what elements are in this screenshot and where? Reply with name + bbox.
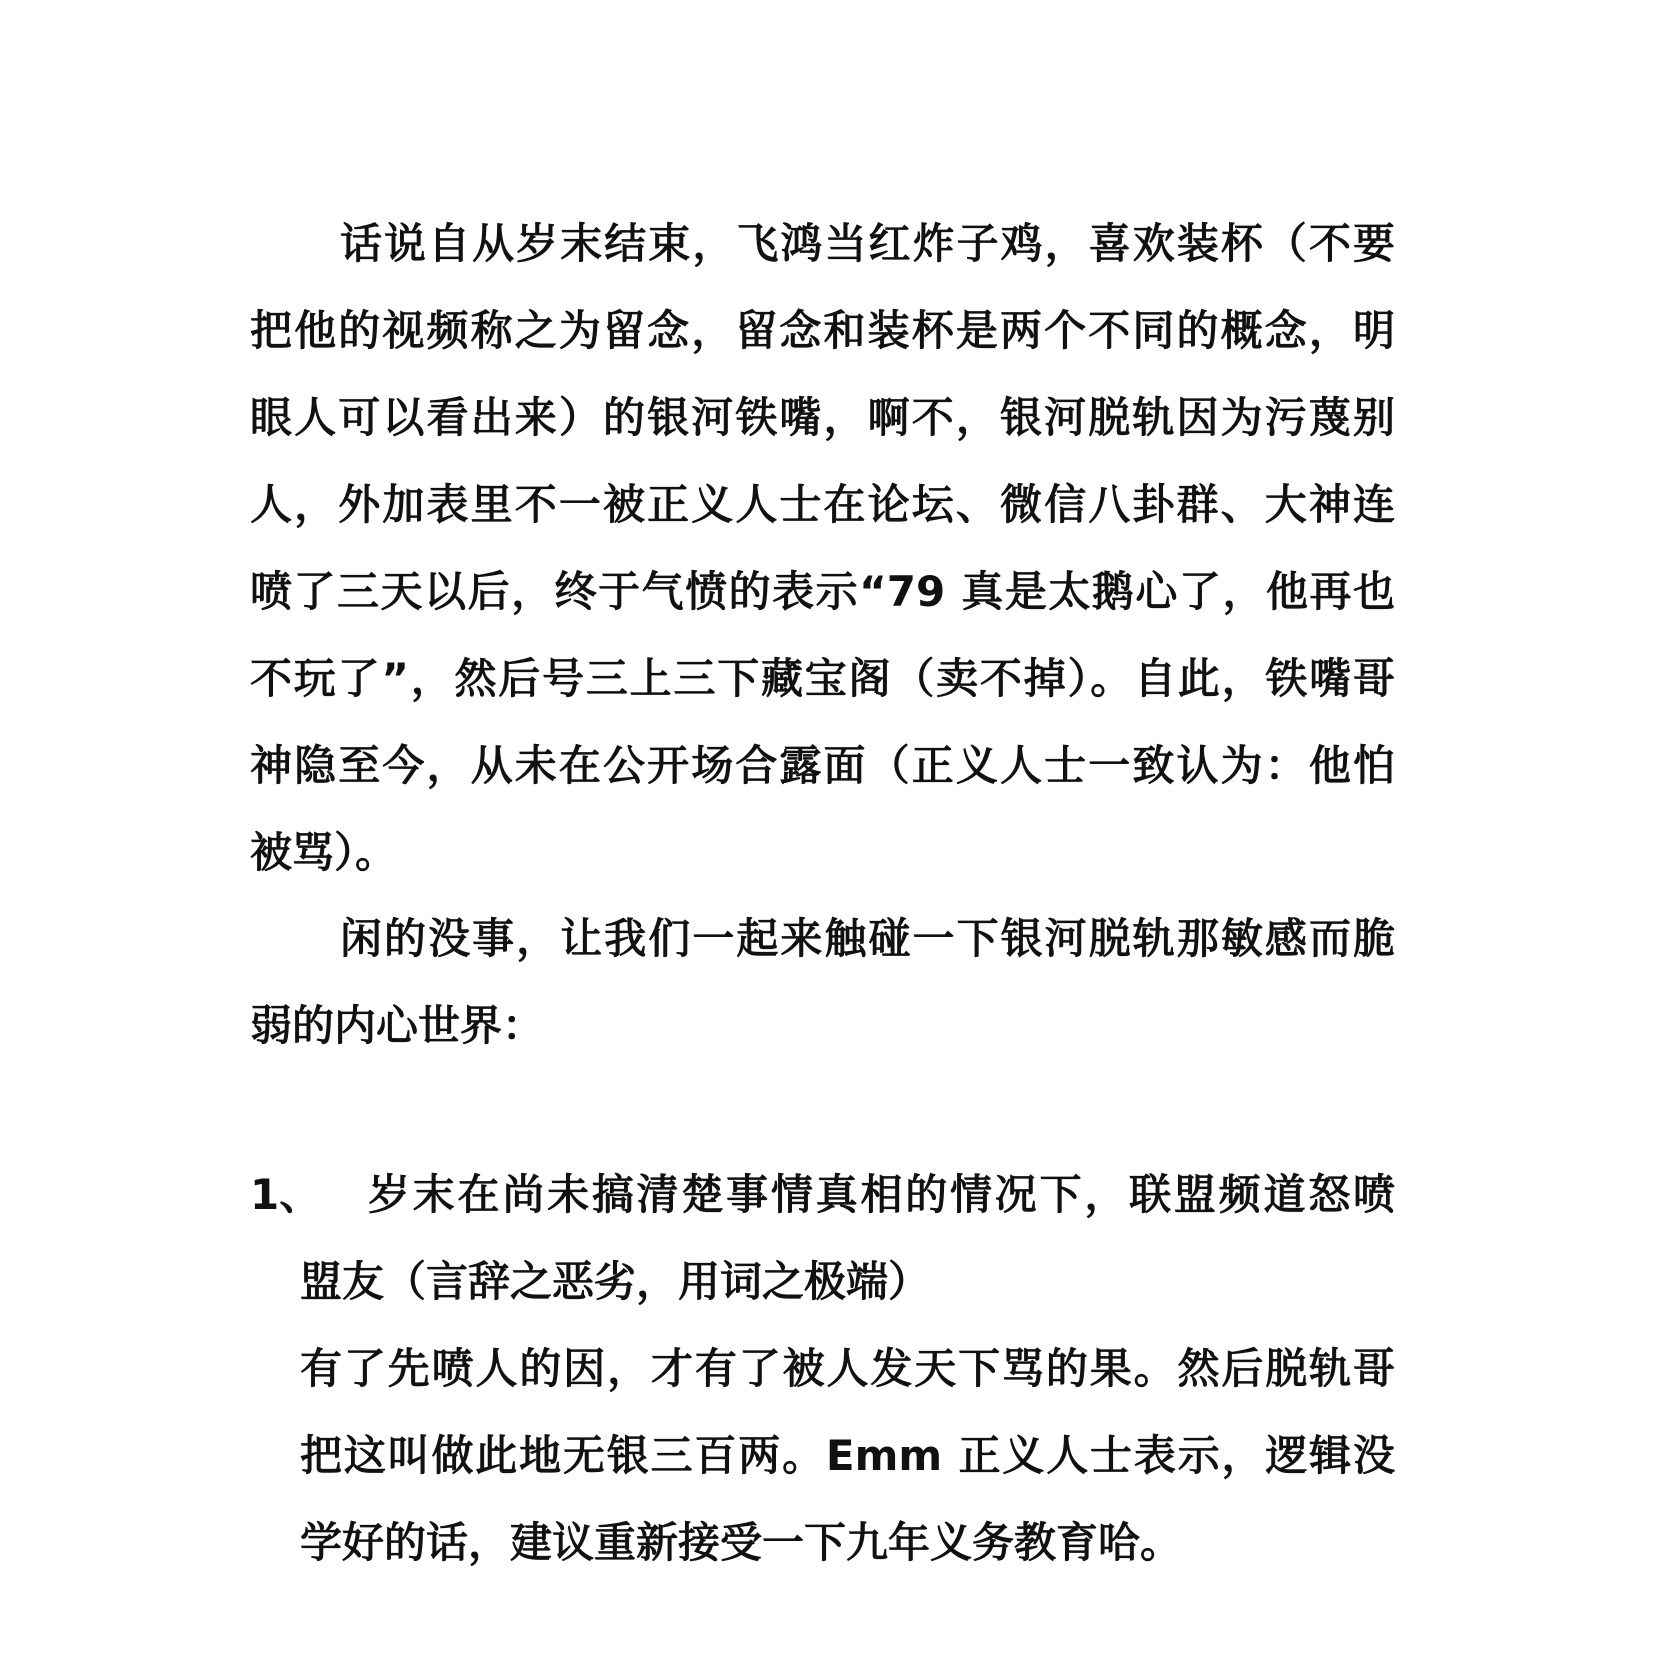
- list-item-line: 盟友（言辞之恶劣，用词之极端）: [300, 1257, 931, 1306]
- paragraph-line: 神隐至今，从未在公开场合露面（正义人士一致认为：他怕: [250, 741, 1395, 790]
- paragraph-line: 人，外加表里不一被正义人士在论坛、微信八卦群、大神连: [250, 480, 1395, 529]
- paragraph-line: 喷了三天以后，终于气愤的表示“79 真是太鹅心了，他再也: [250, 567, 1395, 616]
- list-item-number: 1、: [250, 1170, 322, 1219]
- list-item-line: 岁末在尚未搞清楚事情真相的情况下，联盟频道怒喷: [368, 1170, 1395, 1219]
- paragraph-transition: [250, 895, 1395, 1069]
- list-item-line: 把这叫做此地无银三百两。Emm 正义人士表示，逻辑没: [300, 1431, 1395, 1480]
- paragraph-line: 话说自从岁末结束，飞鸿当红炸子鸡，喜欢装杯（不要: [340, 219, 1395, 268]
- paragraph-line: 眼人可以看出来）的银河铁嘴，啊不，银河脱轨因为污蔑别: [250, 393, 1395, 442]
- paragraph-line: 弱的内心世界：: [250, 1001, 545, 1050]
- list-item-line: 学好的话，建议重新接受一下九年义务教育哈。: [300, 1518, 1183, 1567]
- paragraph-intro: [250, 200, 1395, 896]
- paragraph-line: 把他的视频称之为留念，留念和装杯是两个不同的概念，明: [250, 306, 1395, 355]
- list-item: [300, 1151, 1395, 1586]
- paragraph-line: 不玩了”，然后号三上三下藏宝阁（卖不掉）。自此，铁嘴哥: [250, 654, 1395, 703]
- paragraph-line: 闲的没事，让我们一起来触碰一下银河脱轨那敏感而脆: [340, 914, 1395, 963]
- paragraph-line: 被骂）。: [250, 828, 398, 877]
- list-item-line: 有了先喷人的因，才有了被人发天下骂的果。然后脱轨哥: [300, 1344, 1395, 1393]
